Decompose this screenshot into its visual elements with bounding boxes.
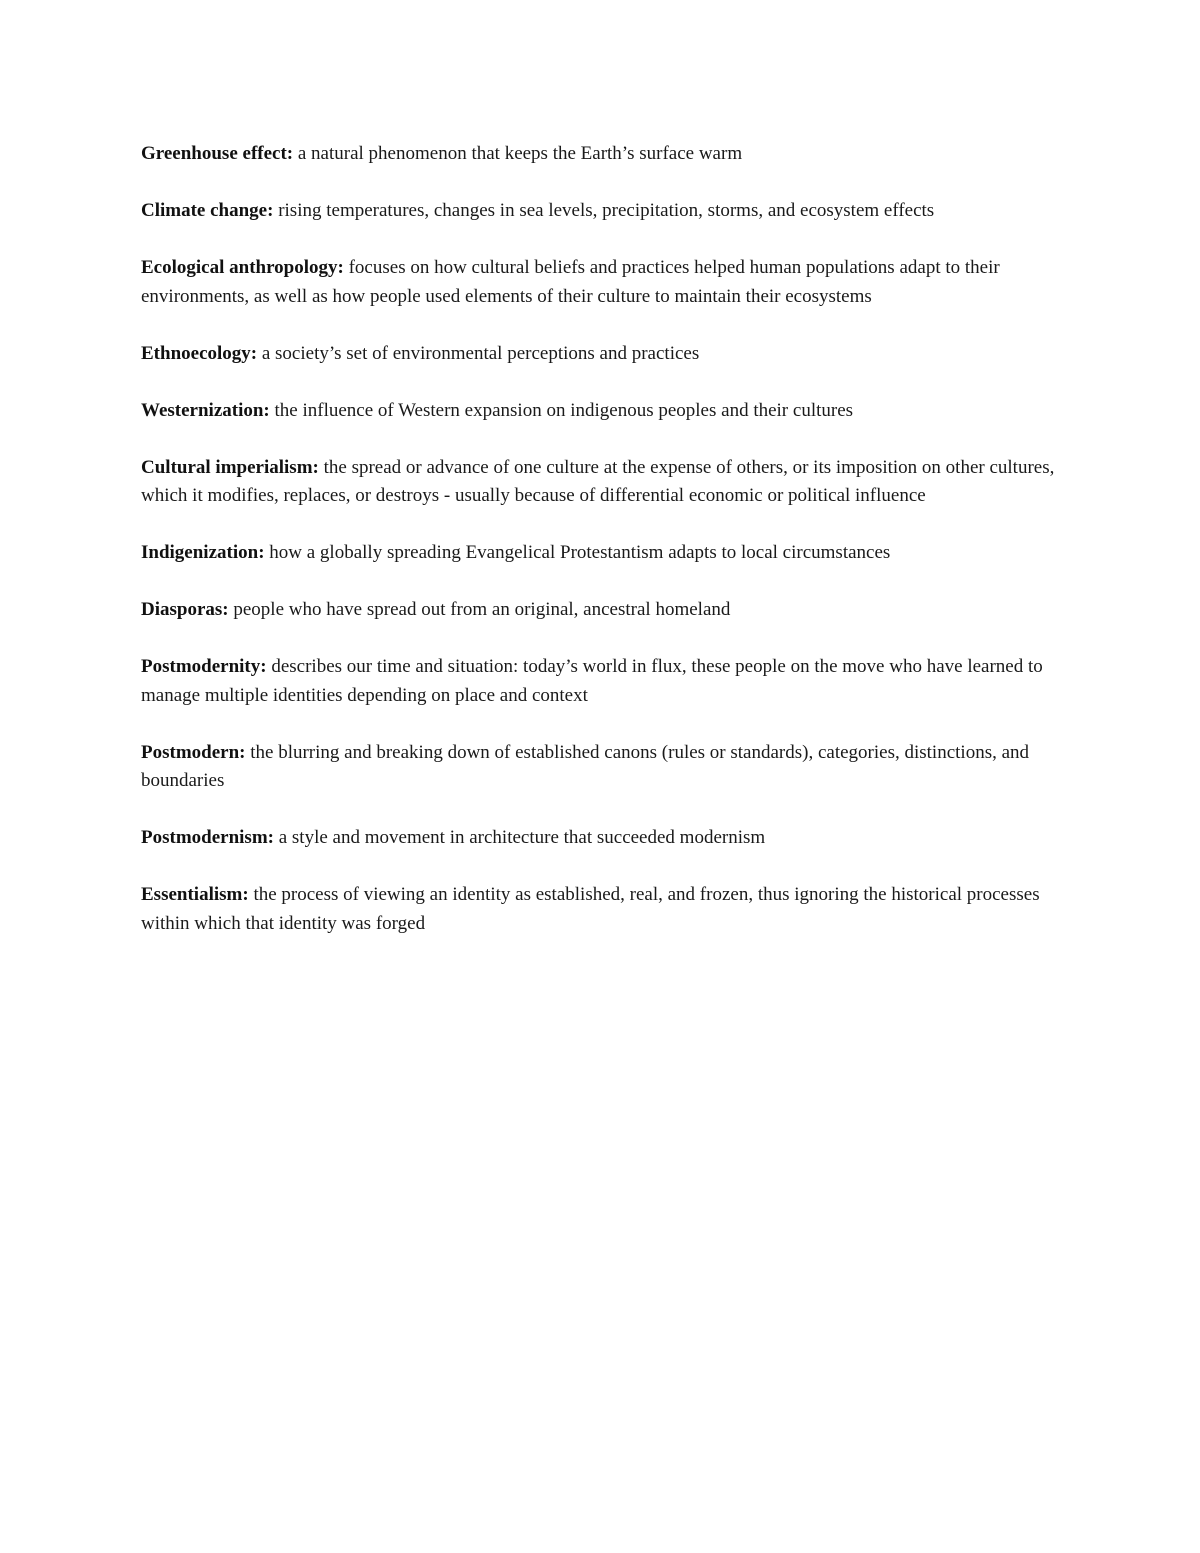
glossary-entry-ethnoecology bbox=[141, 340, 1061, 369]
definition: a natural phenomenon that keeps the Earth’s surface warm bbox=[297, 143, 743, 164]
term: Ecological anthropology: bbox=[141, 257, 344, 278]
definition: rising temperatures, changes in sea levels, precipitation, storms, and ecosystem effects bbox=[278, 200, 935, 221]
term: Postmodernity: bbox=[141, 656, 267, 677]
definition: the influence of Western expansion on indigenous peoples and their cultures bbox=[274, 399, 854, 421]
term: Diasporas: bbox=[141, 599, 229, 620]
glossary-entry-postmodernity bbox=[141, 653, 1061, 710]
term: Postmodernism: bbox=[141, 827, 274, 848]
glossary-entry-essentialism bbox=[141, 881, 1061, 938]
definition: describes our time and situation: today’s world in flux, these people on the move who have learned to manage multiple identities depending on place and context bbox=[141, 656, 1043, 706]
term: Cultural imperialism: bbox=[141, 456, 319, 478]
definition: focuses on how cultural beliefs and practices helped human populations adapt to their environments, as well as how people used elements of their culture to maintain their ecosystems bbox=[141, 257, 1000, 307]
term: Postmodern: bbox=[141, 741, 246, 763]
glossary-entry-postmodernism bbox=[141, 824, 1061, 853]
definition: how a globally spreading Evangelical Protestantism adapts to local circumstances bbox=[269, 542, 891, 563]
term: Indigenization: bbox=[141, 542, 265, 563]
glossary-entry-postmodern bbox=[141, 739, 1061, 796]
term: Ethnoecology: bbox=[141, 342, 258, 364]
glossary-entry-climate-change bbox=[141, 197, 1061, 226]
glossary-entry-cultural-imperialism bbox=[141, 454, 1061, 511]
glossary-entry-greenhouse-effect bbox=[141, 140, 1061, 169]
definition: the spread or advance of one culture at the expense of others, or its imposition on other cultures, which it modifies, replaces, or destroys - usually because of differential economic or political influence bbox=[141, 456, 1055, 506]
term: Westernization: bbox=[141, 399, 270, 421]
definition: the process of viewing an identity as established, real, and frozen, thus ignoring the historical processes within which that identity was forged bbox=[141, 884, 1040, 934]
definition: the blurring and breaking down of established canons (rules or standards), categories, distinctions, and boundaries bbox=[141, 741, 1030, 791]
glossary-entry-diasporas bbox=[141, 596, 1061, 625]
term: Essentialism: bbox=[141, 884, 249, 905]
term: Climate change: bbox=[141, 200, 274, 221]
glossary-entry-indigenization bbox=[141, 539, 1061, 568]
term: Greenhouse effect: bbox=[141, 143, 294, 164]
definition: a society’s set of environmental perceptions and practices bbox=[261, 342, 700, 364]
glossary bbox=[141, 140, 1061, 967]
definition: people who have spread out from an original, ancestral homeland bbox=[233, 599, 731, 620]
definition: a style and movement in architecture that succeeded modernism bbox=[278, 827, 766, 848]
glossary-entry-westernization bbox=[141, 397, 1061, 426]
glossary-entry-ecological-anthropology bbox=[141, 254, 1061, 311]
